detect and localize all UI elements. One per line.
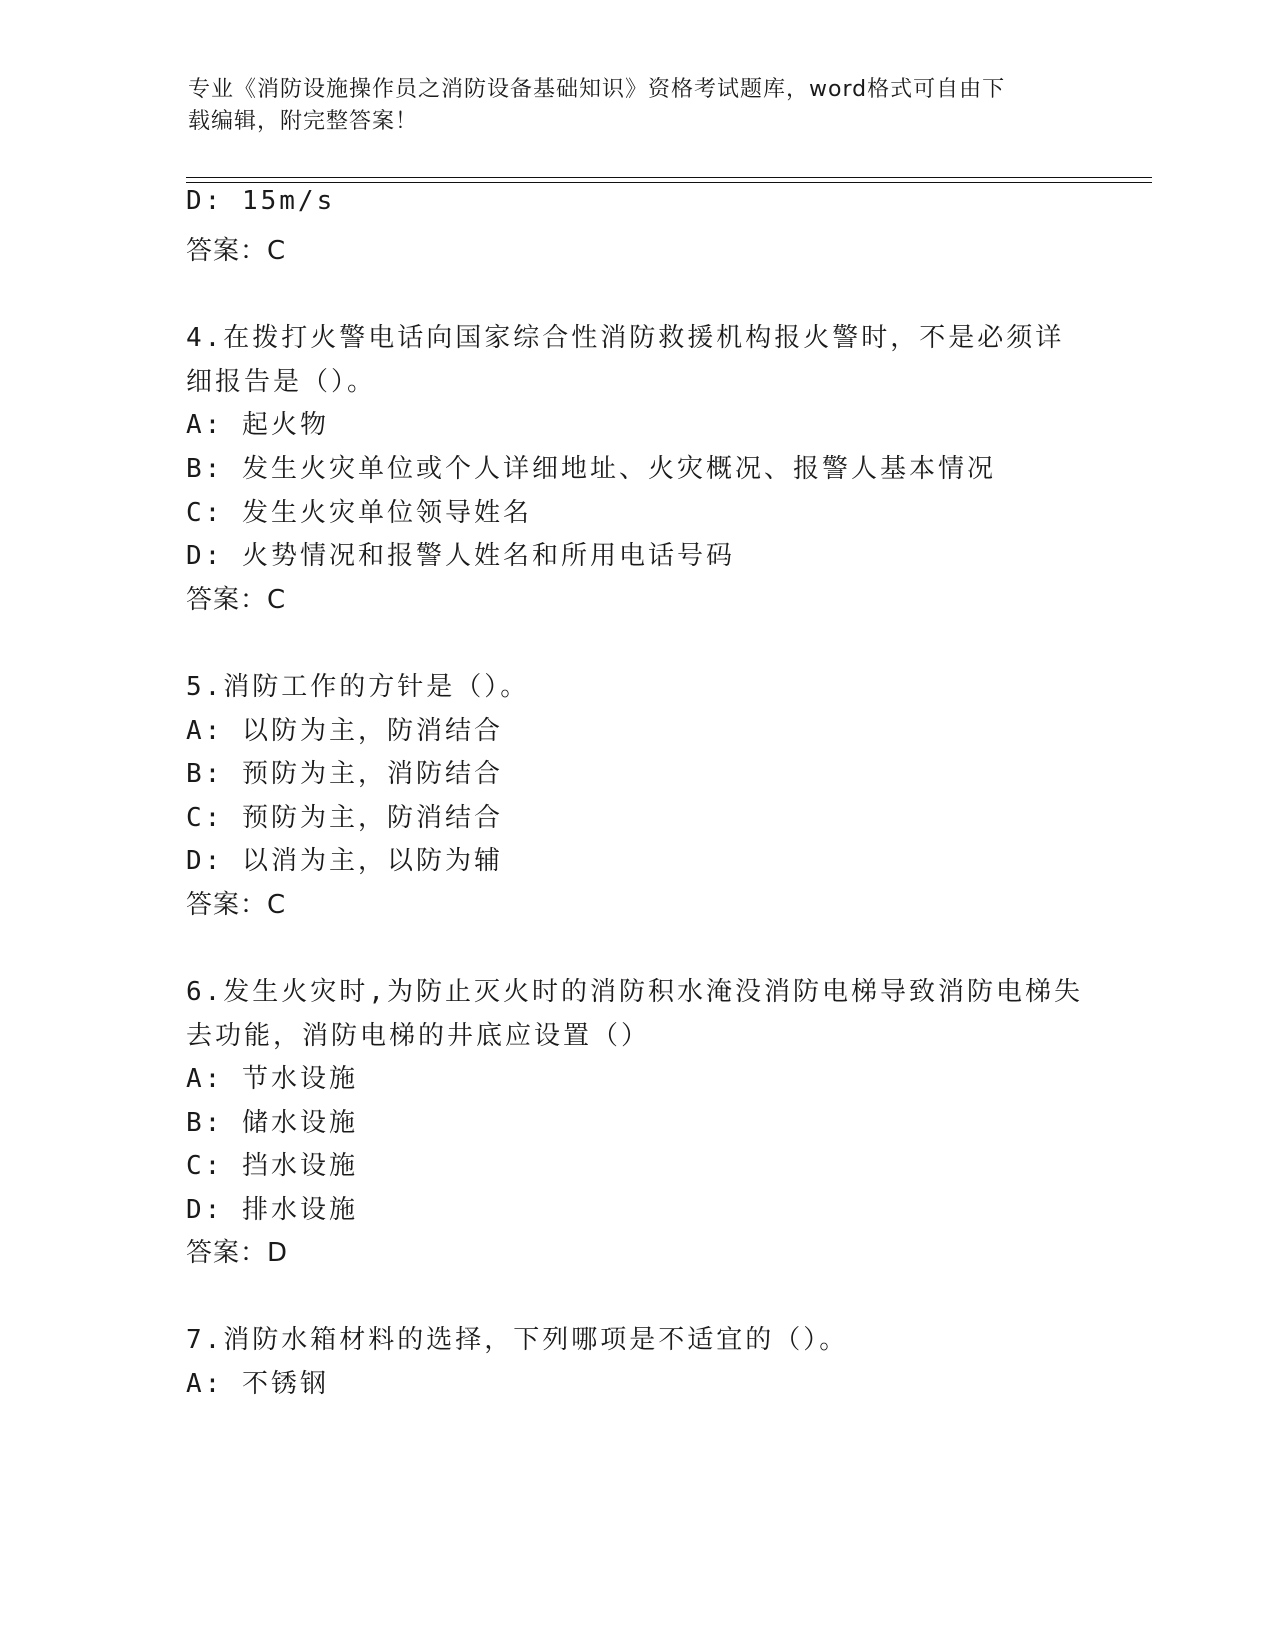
q5-option-b: B: 预防为主，消防结合: [186, 759, 503, 789]
q4-option-b: B: 发生火灾单位或个人详细地址、火灾概况、报警人基本情况: [186, 454, 996, 484]
q5-option-d: D: 以消为主，以防为辅: [186, 846, 503, 876]
q6-option-b: B: 储水设施: [186, 1108, 358, 1138]
header-rule-bottom: [186, 182, 1152, 183]
q4-answer: 答案：C: [186, 585, 287, 615]
document-header: [188, 74, 1068, 138]
q4-option-d: D: 火势情况和报警人姓名和所用电话号码: [186, 541, 735, 571]
header-line-2: 载编辑，附完整答案！: [188, 109, 419, 134]
header-rule-top: [186, 177, 1152, 178]
q4-option-c: C: 发生火灾单位领导姓名: [186, 498, 532, 528]
q7-option-a: A: 不锈钢: [186, 1369, 329, 1399]
q7-stem-line-1: 7.消防水箱材料的选择，下列哪项是不适宜的（）。: [186, 1325, 849, 1355]
q6-answer: 答案：D: [186, 1238, 289, 1268]
q5-option-a: A: 以防为主，防消结合: [186, 716, 503, 746]
q5-option-c: C: 预防为主，防消结合: [186, 803, 503, 833]
header-line-1: 专业《消防设施操作员之消防设备基础知识》资格考试题库，word格式可自由下: [188, 77, 1006, 102]
q6-option-c: C: 挡水设施: [186, 1151, 358, 1181]
q5-answer: 答案：C: [186, 890, 287, 920]
q6-option-a: A: 节水设施: [186, 1064, 358, 1094]
q5-stem-line-1: 5.消防工作的方针是（）。: [186, 672, 530, 702]
q6-stem-line-1: 6.发生火灾时,为防止灭火时的消防积水淹没消防电梯导致消防电梯失: [186, 977, 1083, 1007]
q4-stem-line-1: 4.在拨打火警电话向国家综合性消防救援机构报火警时，不是必须详: [186, 323, 1065, 353]
q6-stem-line-2: 去功能，消防电梯的井底应设置（）: [186, 1021, 651, 1051]
q4-option-a: A: 起火物: [186, 410, 329, 440]
q3-option-d: D: 15m/s: [186, 186, 336, 216]
q6-option-d: D: 排水设施: [186, 1195, 358, 1225]
q3-answer: 答案：C: [186, 236, 287, 266]
q4-stem-line-2: 细报告是（）。: [186, 367, 377, 397]
